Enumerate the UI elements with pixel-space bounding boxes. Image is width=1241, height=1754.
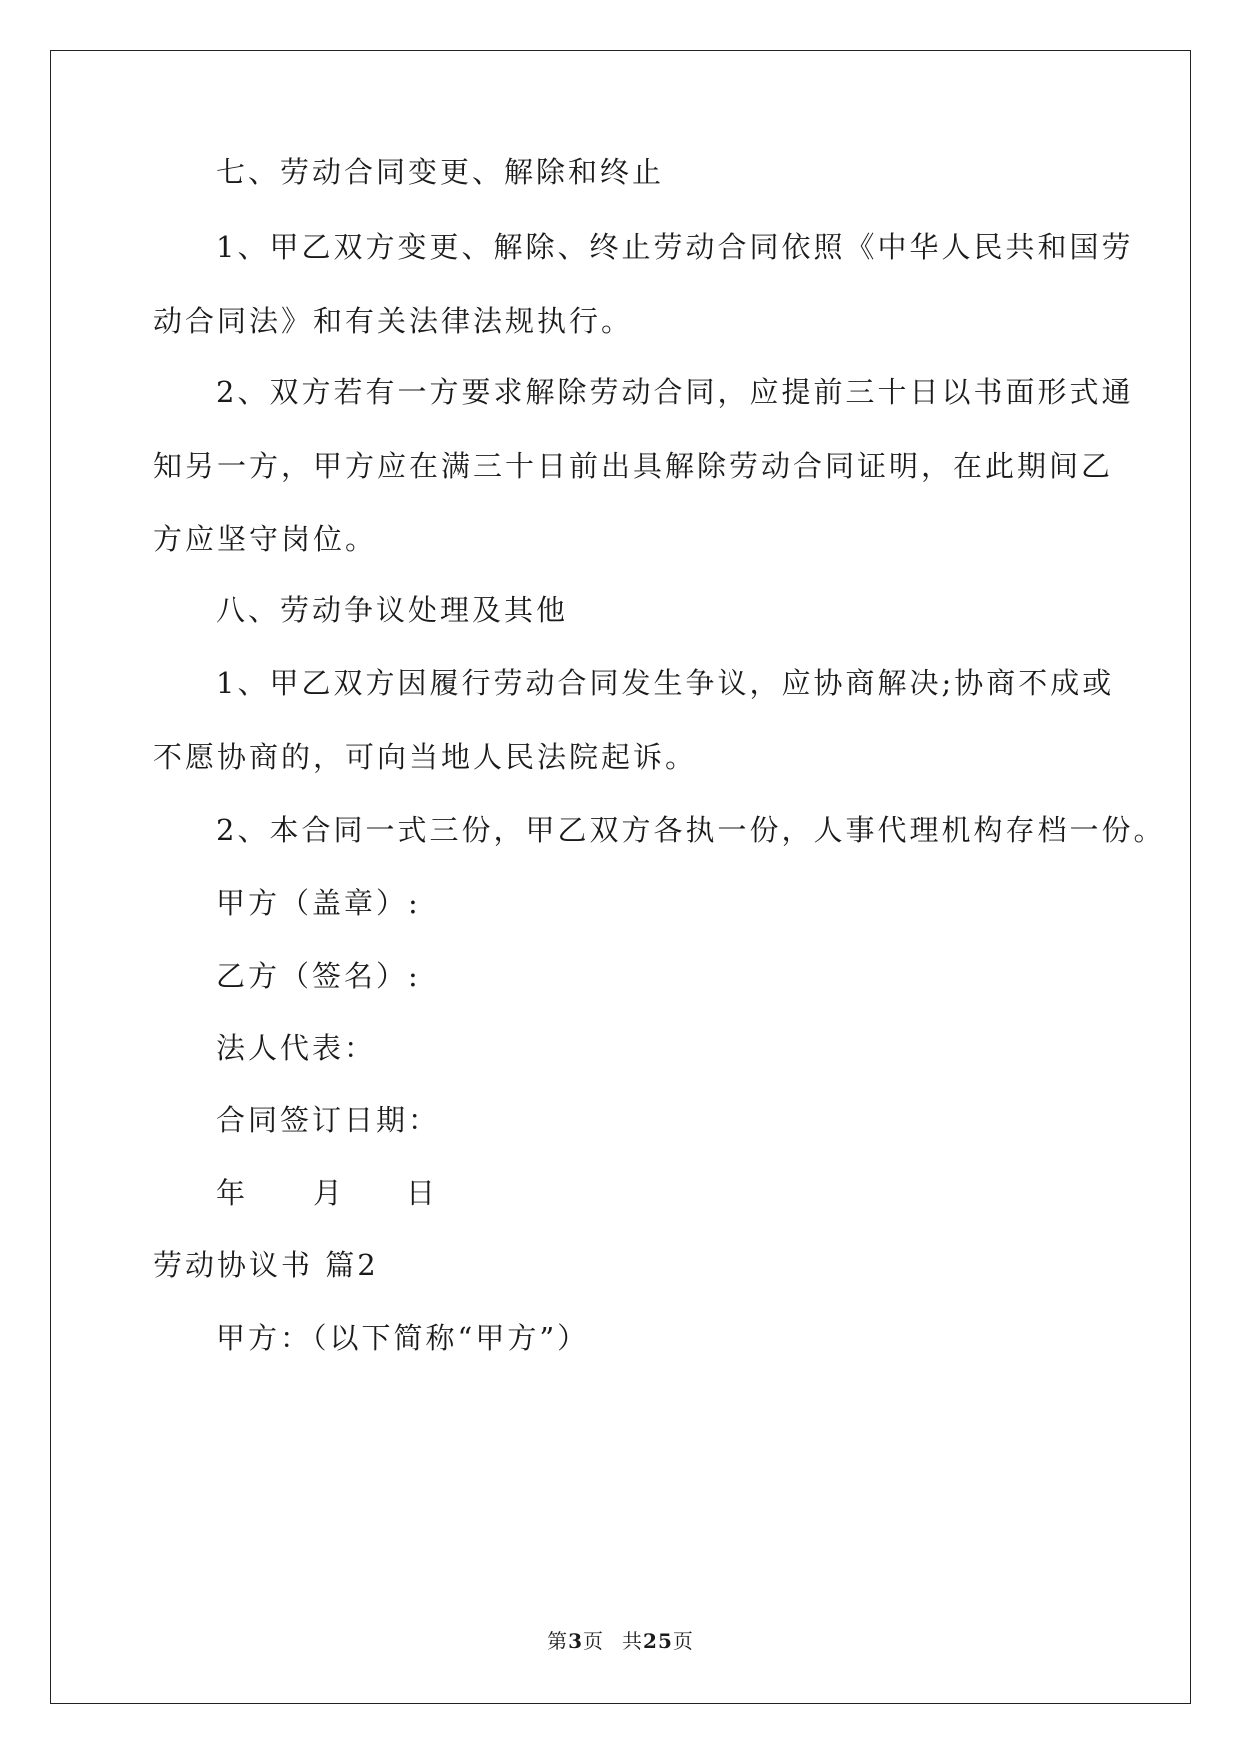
- section-8-heading: 八、劳动争议处理及其他: [216, 593, 569, 627]
- clause-7-2-line-1: 2、双方若有一方要求解除劳动合同，应提前三十日以书面形式通: [216, 375, 1134, 409]
- page-border: [50, 50, 1191, 1704]
- date-month-label: 月: [313, 1176, 346, 1210]
- footer-total-unit: 页: [672, 1629, 694, 1653]
- footer-page-unit: 页: [583, 1629, 605, 1653]
- clause-8-1-line-2: 不愿协商的，可向当地人民法院起诉。: [153, 740, 698, 774]
- footer-page-prefix: 第: [547, 1629, 569, 1653]
- signing-date-line: 合同签订日期：: [216, 1103, 441, 1137]
- date-day-label: 日: [406, 1176, 439, 1210]
- clause-7-2-line-2: 知另一方，甲方应在满三十日前出具解除劳动合同证明，在此期间乙: [153, 449, 1114, 483]
- page-footer: [0, 1628, 1241, 1654]
- footer-total-prefix: 共: [622, 1629, 644, 1653]
- footer-page-total: 25: [643, 1629, 673, 1653]
- party-b-signature-line: 乙方（签名）:: [216, 959, 421, 993]
- legal-representative-line: 法人代表：: [216, 1031, 377, 1065]
- clause-7-2-line-3: 方应坚守岗位。: [153, 522, 378, 556]
- section-heading-part-2: 劳动协议书 篇2: [153, 1248, 379, 1282]
- date-row: [216, 1173, 1156, 1213]
- party-a-definition-line: 甲方：（以下简称“甲方”）: [216, 1321, 590, 1355]
- clause-8-1-line-1: 1、甲乙双方因履行劳动合同发生争议，应协商解决;协商不成或: [216, 666, 1115, 700]
- party-a-seal-line: 甲方（盖章）:: [216, 886, 421, 920]
- clause-7-1-line-1: 1、甲乙双方变更、解除、终止劳动合同依照《中华人民共和国劳: [216, 230, 1134, 264]
- date-year-label: 年: [216, 1176, 249, 1210]
- footer-page-current: 3: [568, 1629, 584, 1653]
- clause-7-1-line-2: 动合同法》和有关法律法规执行。: [153, 304, 634, 338]
- clause-8-2: 2、本合同一式三份，甲乙双方各执一份，人事代理机构存档一份。: [216, 813, 1166, 847]
- section-7-heading: 七、劳动合同变更、解除和终止: [216, 155, 665, 189]
